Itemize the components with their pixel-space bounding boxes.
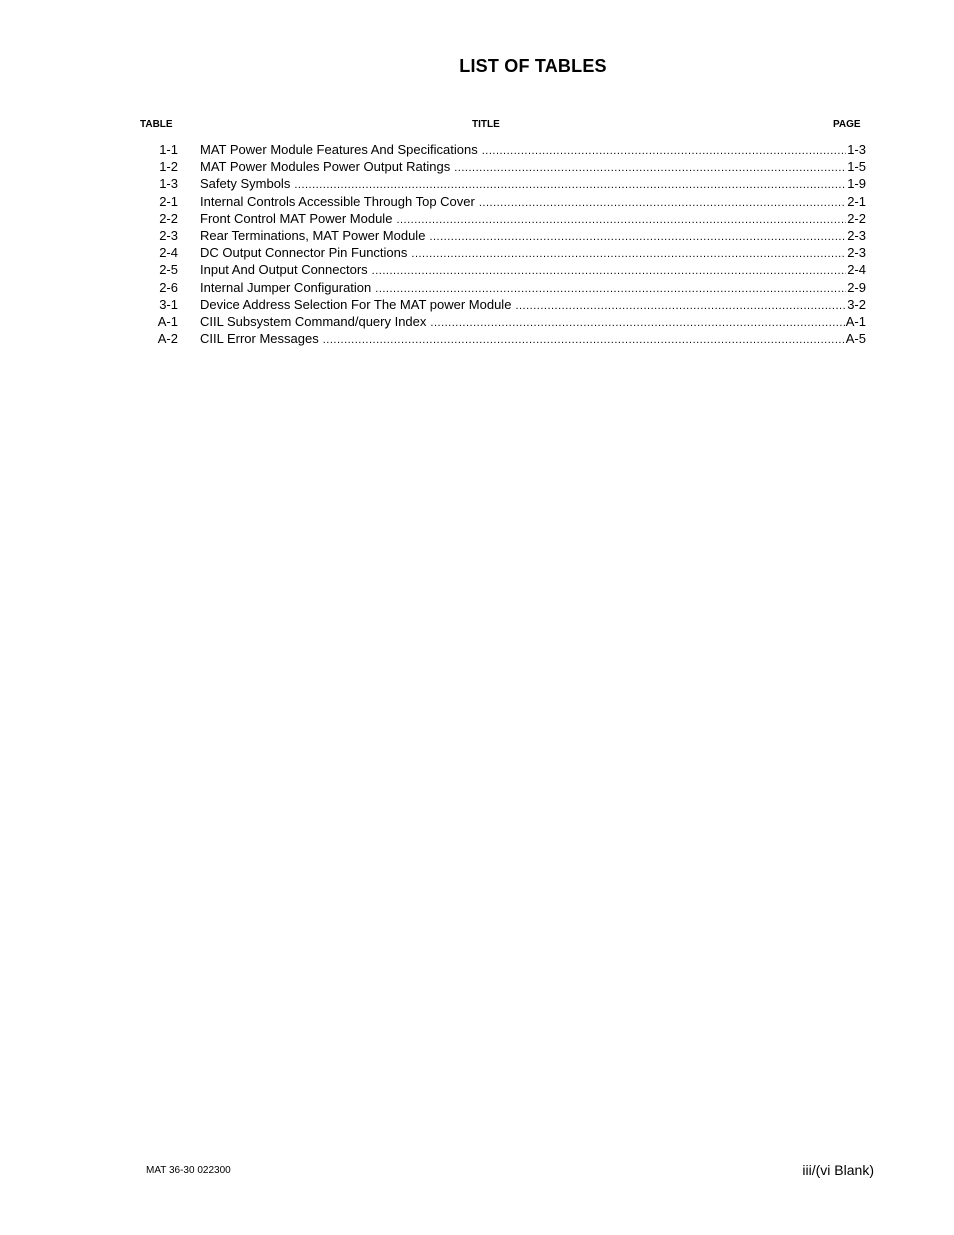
list-item[interactable]	[140, 244, 866, 261]
list-item[interactable]	[140, 279, 866, 296]
page-number: 2-4	[847, 262, 866, 278]
table-number: 1-2	[159, 159, 178, 175]
table-number: 2-6	[159, 279, 178, 295]
list-item[interactable]	[140, 227, 866, 244]
table-title: Device Address Selection For The MAT power Module	[200, 296, 512, 312]
table-number: 2-3	[159, 227, 178, 243]
list-item[interactable]	[140, 141, 866, 158]
table-title: Internal Controls Accessible Through Top Cover	[200, 193, 475, 209]
page-number: 2-2	[847, 210, 866, 226]
list-item[interactable]	[140, 296, 866, 313]
column-header-table: TABLE	[140, 119, 173, 130]
page-number: A-5	[845, 331, 866, 347]
list-item[interactable]	[140, 175, 866, 192]
page-title: LIST OF TABLES	[459, 56, 607, 76]
table-title: MAT Power Module Features And Specifications	[200, 142, 478, 157]
page-number: 2-3	[847, 227, 866, 243]
list-item[interactable]	[140, 158, 866, 175]
column-header-title: TITLE	[472, 119, 500, 130]
document-id: MAT 36-30 022300	[146, 1165, 231, 1176]
page-label: iii/(vi Blank)	[802, 1162, 874, 1178]
page-number: 1-5	[847, 159, 866, 175]
page-number: 2-9	[847, 279, 866, 295]
list-item[interactable]	[140, 313, 866, 330]
table-number: A-1	[157, 313, 178, 329]
list-item[interactable]	[140, 193, 866, 210]
table-number: A-2	[157, 331, 178, 347]
list-item[interactable]	[140, 261, 866, 278]
column-header-page: PAGE	[833, 119, 861, 130]
table-number: 2-2	[159, 210, 178, 226]
table-title: Safety Symbols	[200, 176, 291, 192]
table-title: CIIL Subsystem Command/query Index	[200, 313, 427, 329]
page-number: 1-3	[847, 142, 866, 157]
list-item[interactable]	[140, 330, 866, 347]
table-number: 2-5	[159, 262, 178, 278]
page-number: 1-9	[847, 176, 866, 192]
page-number: 2-1	[847, 193, 866, 209]
table-title: DC Output Connector Pin Functions	[200, 245, 408, 261]
table-number: 1-3	[159, 176, 178, 192]
table-title: MAT Power Modules Power Output Ratings	[200, 159, 451, 175]
table-number: 2-1	[159, 193, 178, 209]
table-title: CIIL Error Messages	[200, 331, 319, 347]
page-number: 3-2	[847, 296, 866, 312]
table-number: 2-4	[159, 245, 178, 261]
table-title: Rear Terminations, MAT Power Module	[200, 227, 426, 243]
table-title: Front Control MAT Power Module	[200, 210, 393, 226]
table-title: Internal Jumper Configuration	[200, 279, 372, 295]
table-list	[140, 141, 866, 347]
dot-leader	[323, 332, 845, 349]
page-number: A-1	[845, 313, 866, 329]
list-item[interactable]	[140, 210, 866, 227]
table-number: 3-1	[159, 296, 178, 312]
page-number: 2-3	[847, 245, 866, 261]
table-number: 1-1	[159, 142, 178, 157]
table-title: Input And Output Connectors	[200, 262, 368, 278]
